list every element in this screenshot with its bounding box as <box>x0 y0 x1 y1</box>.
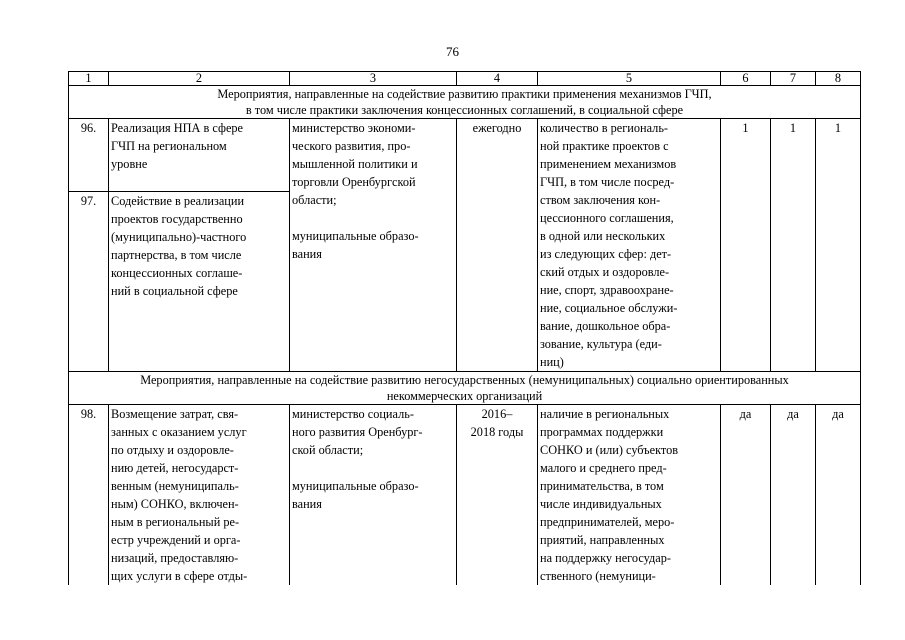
section-heading-row <box>69 372 861 405</box>
measures-table <box>68 71 861 585</box>
executor: министерство социаль- ного развития Оренбург- ской области; муниципальные образо- вания <box>290 405 457 586</box>
table-row <box>69 119 861 192</box>
col-header: 7 <box>771 72 816 86</box>
col-header: 8 <box>816 72 861 86</box>
col-header: 5 <box>538 72 721 86</box>
section-heading-ppp: Мероприятия, направленные на содействие развитию практики применения механизмов ГЧП, в том числе практики заключения концессионных соглашений, в социальной сфере <box>69 86 861 119</box>
value-col7: 1 <box>771 119 816 372</box>
col-header: 6 <box>721 72 771 86</box>
row-number: 96. <box>69 119 109 192</box>
row-number: 97. <box>69 192 109 372</box>
value-col7: да <box>771 405 816 586</box>
page-number: 76 <box>446 44 459 59</box>
row-number: 98. <box>69 405 109 586</box>
indicator: количество в региональ- ной практике проектов с применением механизмов ГЧП, в том числе посред- ством заключения кон- цессионного соглашения, в одной или нескольких из следующих сфер: дет- ский отдых и оздоровле- ние, спорт, здравоохране- ние, социальное обслужи- вание, дошкольное обра- зование, культура (еди- ниц) <box>538 119 721 372</box>
value-col6: да <box>721 405 771 586</box>
section-heading-row <box>69 86 861 119</box>
table-row <box>69 405 861 586</box>
section-heading-sonko: Мероприятия, направленные на содействие развитию негосударственных (немуниципальных) социально ориентированных некоммерческих организаций <box>69 372 861 405</box>
measure-name: Содействие в реализации проектов государственно (муниципально)-частного партнерства, в том числе концессионных соглаше- ний в социальной сфере <box>109 192 290 372</box>
term: ежегодно <box>457 119 538 372</box>
executor: министерство экономи- ческого развития, про- мышленной политики и торговли Оренбургской области; муниципальные образо- вания <box>290 119 457 372</box>
value-col8: да <box>816 405 861 586</box>
column-numbers-row <box>69 72 861 86</box>
measure-name: Возмещение затрат, свя- занных с оказанием услуг по отдыху и оздоровле- нию детей, негосударст- венным (немуниципаль- ным) СОНКО, включен- ным в региональный ре- естр учреждений и орга- низаций, предоставляю- щих услуги в сфере отды- <box>109 405 290 586</box>
col-header: 1 <box>69 72 109 86</box>
value-col6: 1 <box>721 119 771 372</box>
term: 2016– 2018 годы <box>457 405 538 586</box>
col-header: 4 <box>457 72 538 86</box>
value-col8: 1 <box>816 119 861 372</box>
measure-name: Реализация НПА в сфере ГЧП на региональном уровне <box>109 119 290 192</box>
indicator: наличие в региональных программах поддержки СОНКО и (или) субъектов малого и среднего пред- принимательства, в том числе индивидуальных предпринимателей, меро- приятий, направленных на поддержку негосудар- ственного (немуници- <box>538 405 721 586</box>
col-header: 2 <box>109 72 290 86</box>
col-header: 3 <box>290 72 457 86</box>
